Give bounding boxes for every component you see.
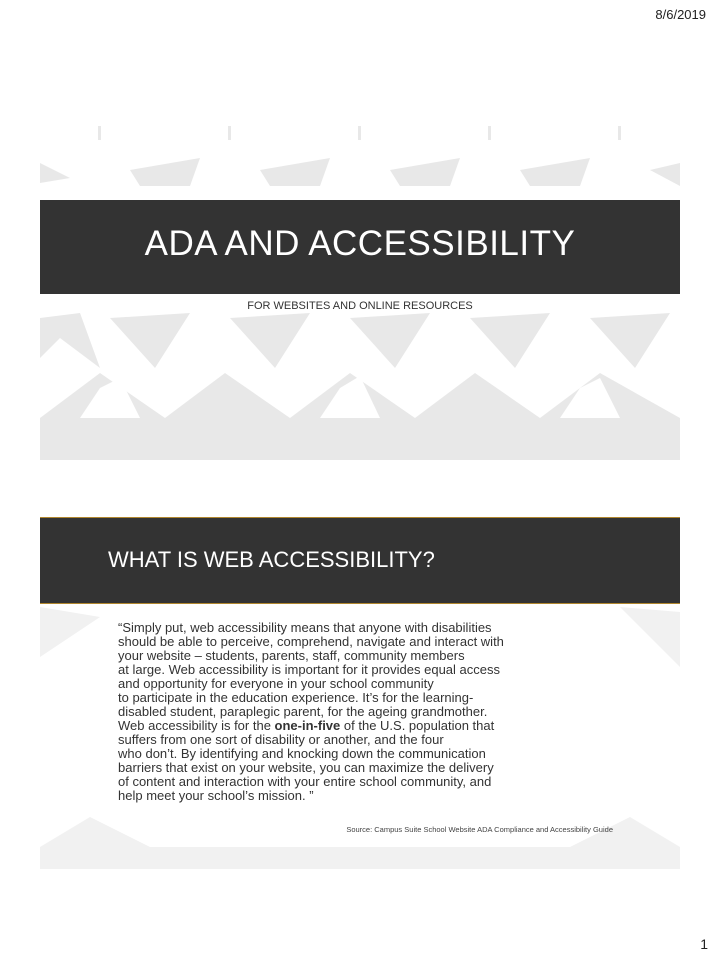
quote-text: Web accessibility is for the bbox=[118, 718, 275, 733]
quote-line: barriers that exist on your website, you can maximize the delivery bbox=[118, 760, 494, 775]
quote-line: disabled student, paraplegic parent, for the ageing grandmother. bbox=[118, 704, 488, 719]
quote-line: suffers from one sort of disability or another, and the four bbox=[118, 732, 444, 747]
quote-line: of content and interaction with your entire school community, and bbox=[118, 774, 492, 789]
slide-web-accessibility bbox=[40, 517, 680, 869]
quote-line: “Simply put, web accessibility means that anyone with disabilities bbox=[118, 620, 492, 635]
section-title: WHAT IS WEB ACCESSIBILITY? bbox=[108, 547, 435, 572]
quote-text: of the U.S. population that bbox=[340, 718, 495, 733]
quote-emphasis-line bbox=[118, 719, 614, 733]
quote-line: should be able to perceive, comprehend, navigate and interact with bbox=[118, 634, 504, 649]
accessibility-quote bbox=[118, 621, 614, 803]
page-number: 1 bbox=[700, 936, 708, 952]
quote-line: at large. Web accessibility is important for it provides equal access bbox=[118, 662, 500, 677]
quote-bold-text: one-in-five bbox=[274, 718, 341, 733]
section-banner bbox=[40, 517, 680, 604]
quote-line: who don’t. By identifying and knocking down the communication bbox=[118, 746, 486, 761]
quote-line: help meet your school’s mission. ” bbox=[118, 788, 314, 803]
quote-line: to participate in the education experience. It’s for the learning- bbox=[118, 690, 474, 705]
source-citation: Source: Campus Suite School Website ADA Compliance and Accessibility Guide bbox=[346, 825, 613, 834]
quote-line: your website – students, parents, staff, community members bbox=[118, 648, 465, 663]
slide-subtitle: FOR WEBSITES AND ONLINE RESOURCES bbox=[247, 300, 473, 312]
title-banner bbox=[40, 200, 680, 294]
slide-title-text: ADA AND ACCESSIBILITY bbox=[144, 224, 576, 263]
slide-title bbox=[40, 118, 680, 460]
page-date: 8/6/2019 bbox=[655, 7, 706, 22]
quote-line: and opportunity for everyone in your school community bbox=[118, 676, 434, 691]
